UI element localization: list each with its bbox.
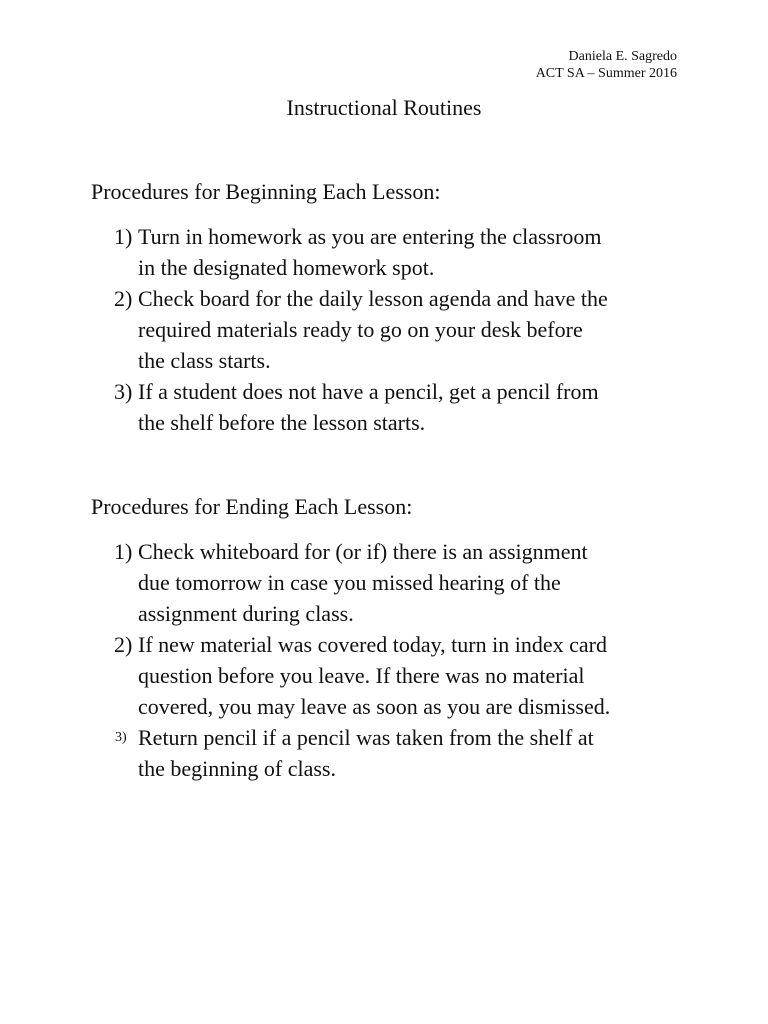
item-line: If new material was covered today, turn in index card — [138, 632, 607, 657]
beginning-item-2 — [91, 283, 691, 376]
item-line: the beginning of class. — [138, 756, 336, 781]
item-line: question before you leave. If there was no material — [138, 663, 585, 688]
item-number: 3) — [114, 379, 133, 404]
item-number: 1) — [114, 224, 133, 249]
item-line: assignment during class. — [138, 601, 354, 626]
item-number: 1) — [114, 539, 133, 564]
ending-item-1 — [91, 536, 691, 629]
item-number: 3) — [115, 730, 127, 745]
item-line: covered, you may leave as soon as you are dismissed. — [138, 694, 611, 719]
item-line: the shelf before the lesson starts. — [138, 410, 426, 435]
item-line: If a student does not have a pencil, get a pencil from — [138, 379, 599, 404]
item-line: Turn in homework as you are entering the classroom — [138, 224, 602, 249]
beginning-heading: Procedures for Beginning Each Lesson: — [91, 179, 441, 204]
ending-section — [91, 493, 691, 784]
document-header — [536, 48, 677, 82]
author-name: Daniela E. Sagredo — [568, 49, 677, 64]
item-line: Check board for the daily lesson agenda and have the — [138, 286, 608, 311]
item-number: 2) — [114, 286, 133, 311]
item-number: 2) — [114, 632, 133, 657]
ending-list — [91, 536, 691, 784]
ending-item-2 — [91, 629, 691, 722]
item-line: required materials ready to go on your desk before — [138, 317, 583, 342]
item-line: the class starts. — [138, 348, 271, 373]
beginning-item-3 — [91, 376, 691, 438]
item-line: Check whiteboard for (or if) there is an assignment — [138, 539, 588, 564]
ending-item-3 — [91, 722, 691, 784]
item-line: Return pencil if a pencil was taken from the shelf at — [138, 725, 594, 750]
ending-heading: Procedures for Ending Each Lesson: — [91, 494, 413, 519]
beginning-item-1 — [91, 221, 691, 283]
item-line: due tomorrow in case you missed hearing of the — [138, 570, 561, 595]
beginning-list — [91, 221, 691, 438]
item-line: in the designated homework spot. — [138, 255, 435, 280]
course-label: ACT SA – Summer 2016 — [535, 66, 677, 81]
beginning-section — [91, 178, 691, 438]
document-title: Instructional Routines — [286, 95, 482, 120]
